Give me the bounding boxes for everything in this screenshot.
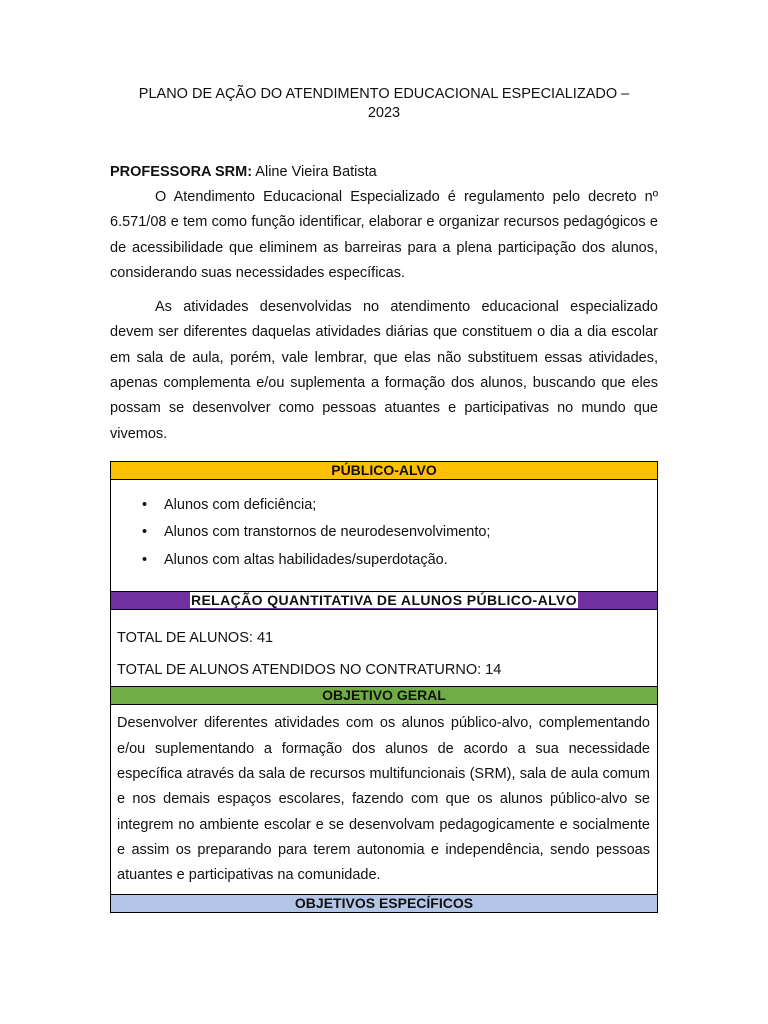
quant-header-cell	[111, 592, 658, 610]
public-header: PÚBLICO-ALVO	[111, 462, 657, 479]
general-objective-header: OBJETIVO GERAL	[111, 687, 657, 704]
general-header-cell	[111, 687, 658, 705]
quant-header	[111, 592, 657, 609]
teacher-label: PROFESSORA SRM:	[110, 164, 253, 180]
list-item	[111, 492, 657, 520]
counts-cell	[111, 610, 658, 687]
general-objective-text: Desenvolver diferentes atividades com os alunos público-alvo, complementando e/ou suplementando a formação dos alunos de acordo a sua necessidade específica através da sala de recursos multifuncionais (SRM), sala de aula comum e nos demais espaços escolares, fazendo com que os alunos público-alvo se integrem no ambiente escolar e se desenvolvam pedagogicamente e socialmente e assim os preparando para terem autonomia e independência, sendo pessoas atuantes e participativas na comunidade.	[111, 705, 658, 894]
list-item-text: Alunos com deficiência;	[164, 496, 317, 513]
document-title	[110, 85, 658, 123]
list-item-text: Alunos com transtornos de neurodesenvolvimento;	[164, 524, 491, 541]
document-title-line-1: PLANO DE AÇÃO DO ATENDIMENTO EDUCACIONAL ESPECIALIZADO –	[138, 86, 630, 102]
quant-header-label: RELAÇÃO QUANTITATIVA DE ALUNOS PÚBLICO-ALVO	[190, 592, 578, 609]
document-page	[110, 0, 658, 913]
intro-paragraph-1: O Atendimento Educacional Especializado é regulamento pelo decreto nº 6.571/08 e tem como função identificar, elaborar e organizar recursos pedagógicos e de acessibilidade que eliminem as barreiras para a plena participação dos alunos, considerando suas necessidades específicas.	[110, 189, 658, 281]
intro-paragraph-2: As atividades desenvolvidas no atendimento educacional especializado devem ser diferentes daquelas atividades diárias que constituem o dia a dia escolar em sala de aula, porém, vale lembrar, que elas não substituem essas atividades, apenas complementa e/ou suplementa a formação dos alunos, buscando que eles possam se desenvolver como pessoas atuantes e participativas no mundo que vivemos.	[110, 299, 658, 442]
specific-objectives-header: OBJETIVOS ESPECÍFICOS	[111, 895, 657, 912]
bullet-icon: •	[142, 496, 148, 513]
bullet-icon: •	[142, 524, 148, 541]
public-list-cell	[111, 479, 658, 592]
list-item-text: Alunos com altas habilidades/superdotação.	[164, 551, 448, 568]
bullet-icon: •	[142, 551, 148, 568]
total-attended: TOTAL DE ALUNOS ATENDIDOS NO CONTRATURNO: 14	[117, 662, 502, 679]
specific-header-cell	[111, 894, 658, 912]
document-title-line-2: 2023	[367, 105, 401, 121]
list-item	[111, 519, 657, 547]
total-students: TOTAL DE ALUNOS: 41	[117, 630, 274, 647]
public-header-cell	[111, 461, 658, 479]
teacher-line	[110, 162, 658, 182]
public-list	[111, 480, 657, 592]
action-plan-table	[110, 461, 658, 913]
teacher-name: Aline Vieira Batista	[255, 164, 377, 180]
list-item	[111, 547, 657, 575]
